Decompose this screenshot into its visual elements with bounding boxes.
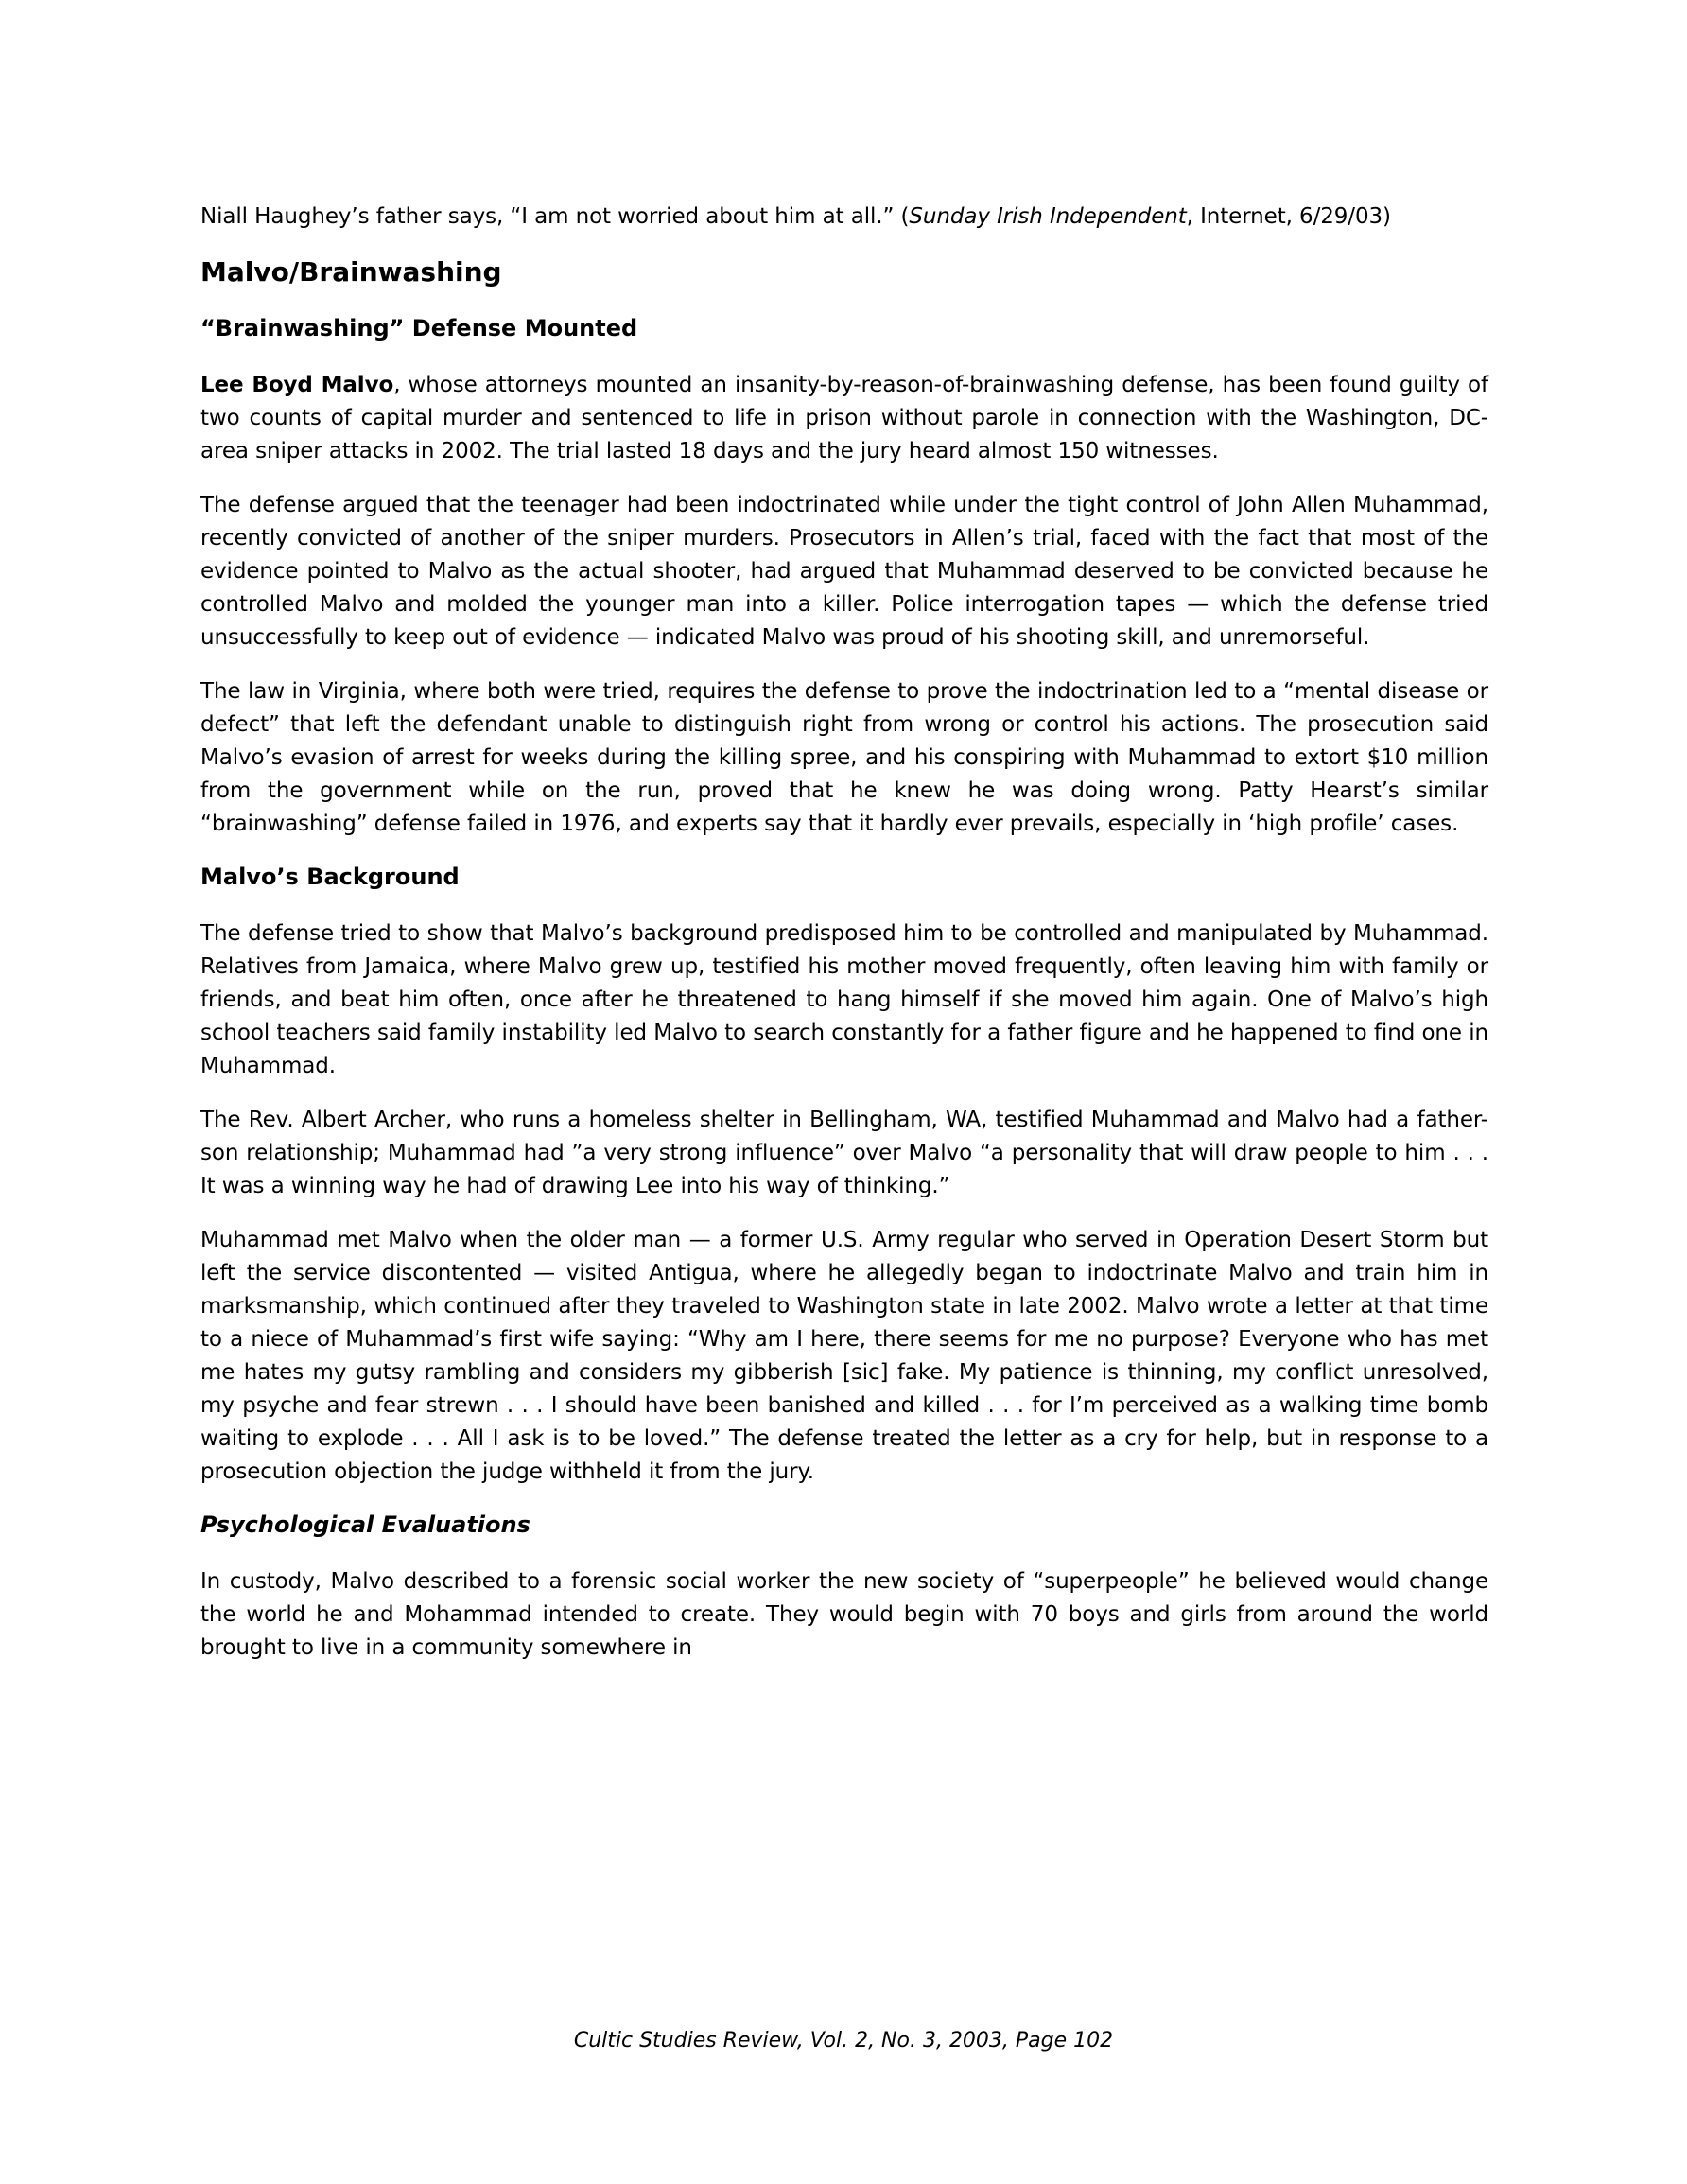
paragraph-custody-evaluation: In custody, Malvo described to a forensic social worker the new society of “superpeople” he believed would change the world he and Mohammad intended to create. They would begin with 70 boys and girls from around the world brought to live in a community somewhere in [200,1569,1488,1660]
heading-psychological-evaluations: Psychological Evaluations [200,1511,530,1538]
paragraph-muhammad-met-malvo: Muhammad met Malvo when the older man — a former U.S. Army regular who served in Operation Desert Storm but left the service discontented — visited Antigua, where he allegedly began to indoctrinate Malvo and train him in marksmanship, which continued after they traveled to Washington state in late 2002. Malvo wrote a letter at that time to a niece of Muhammad’s first wife saying: “Why am I here, there seems for me no purpose? Everyone who has met me hates my gutsy rambling and considers my gibberish [sic] fake. My patience is thinning, my conflict unresolved, my psyche and fear strewn . . . I should have been banished and killed . . . for I’m perceived as a walking time bomb waiting to explode . . . All I ask is to be loved.” The defense treated the letter as a cry for help, but in response to a prosecution objection the judge withheld it from the jury. [200,1228,1488,1484]
page-footer [0,2027,1687,2055]
verdict-text: , whose attorneys mounted an insanity-by-reason-of-brainwashing defense, has been found guilty of two counts of capital murder and sentenced to life in prison without parole in connection with the Washington, DC-area sniper attacks in 2002. The trial lasted 18 days and the jury heard almost 150 witnesses. [200,373,1488,463]
intro-source-italic: Sunday Irish Independent [909,204,1187,229]
verdict-name-bold: Lee Boyd Malvo [200,373,394,397]
paragraph-virginia-law: The law in Virginia, where both were tried, requires the defense to prove the indoctrination led to a “mental disease or defect” that left the defendant unable to distinguish right from wrong or control his actions. The prosecution said Malvo’s evasion of arrest for weeks during the killing spree, and his conspiring with Muhammad to extort $10 million from the government while on the run, proved that he knew he was doing wrong. Patty Hearst’s similar “brainwashing” defense failed in 1976, and experts say that it hardly ever prevails, especially in ‘high profile’ cases. [200,679,1488,836]
paragraph-intro [200,201,1488,234]
paragraph-defense-argument: The defense argued that the teenager had been indoctrinated while under the tight control of John Allen Muhammad, recently convicted of another of the sniper murders. Prosecutors in Allen’s trial, faced with the fact that most of the evidence pointed to Malvo as the actual shooter, had argued that Muhammad deserved to be convicted because he controlled Malvo and molded the younger man into a killer. Police interrogation tapes — which the defense tried unsuccessfully to keep out of evidence — indicated Malvo was proud of his shooting skill, and unremorseful. [200,493,1488,650]
heading-malvo-brainwashing: Malvo/Brainwashing [200,256,502,288]
paragraph-background: The defense tried to show that Malvo’s background predisposed him to be controlled and manipulated by Muhammad. Relatives from Jamaica, where Malvo grew up, testified his mother moved frequently, often leaving him with family or friends, and beat him often, once after he threatened to hang himself if she moved him again. One of Malvo’s high school teachers said family instability led Malvo to search constantly for a father figure and he happened to find one in Muhammad. [200,921,1488,1078]
intro-text-post: , Internet, 6/29/03) [1186,204,1391,229]
heading-brainwashing-defense-mounted: “Brainwashing” Defense Mounted [200,315,638,341]
intro-text-pre: Niall Haughey’s father says, “I am not worried about him at all.” ( [200,204,910,229]
footer-citation: Cultic Studies Review, Vol. 2, No. 3, 2003, Page 102 [573,2029,1114,2053]
paragraph-verdict [200,369,1488,468]
document-body [200,201,1488,1665]
paragraph-archer-testimony: The Rev. Albert Archer, who runs a homeless shelter in Bellingham, WA, testified Muhammad and Malvo had a father-son relationship; Muhammad had ”a very strong influence” over Malvo “a personality that will draw people to him . . . It was a winning way he had of drawing Lee into his way of thinking.” [200,1108,1488,1198]
heading-malvos-background: Malvo’s Background [200,864,460,890]
